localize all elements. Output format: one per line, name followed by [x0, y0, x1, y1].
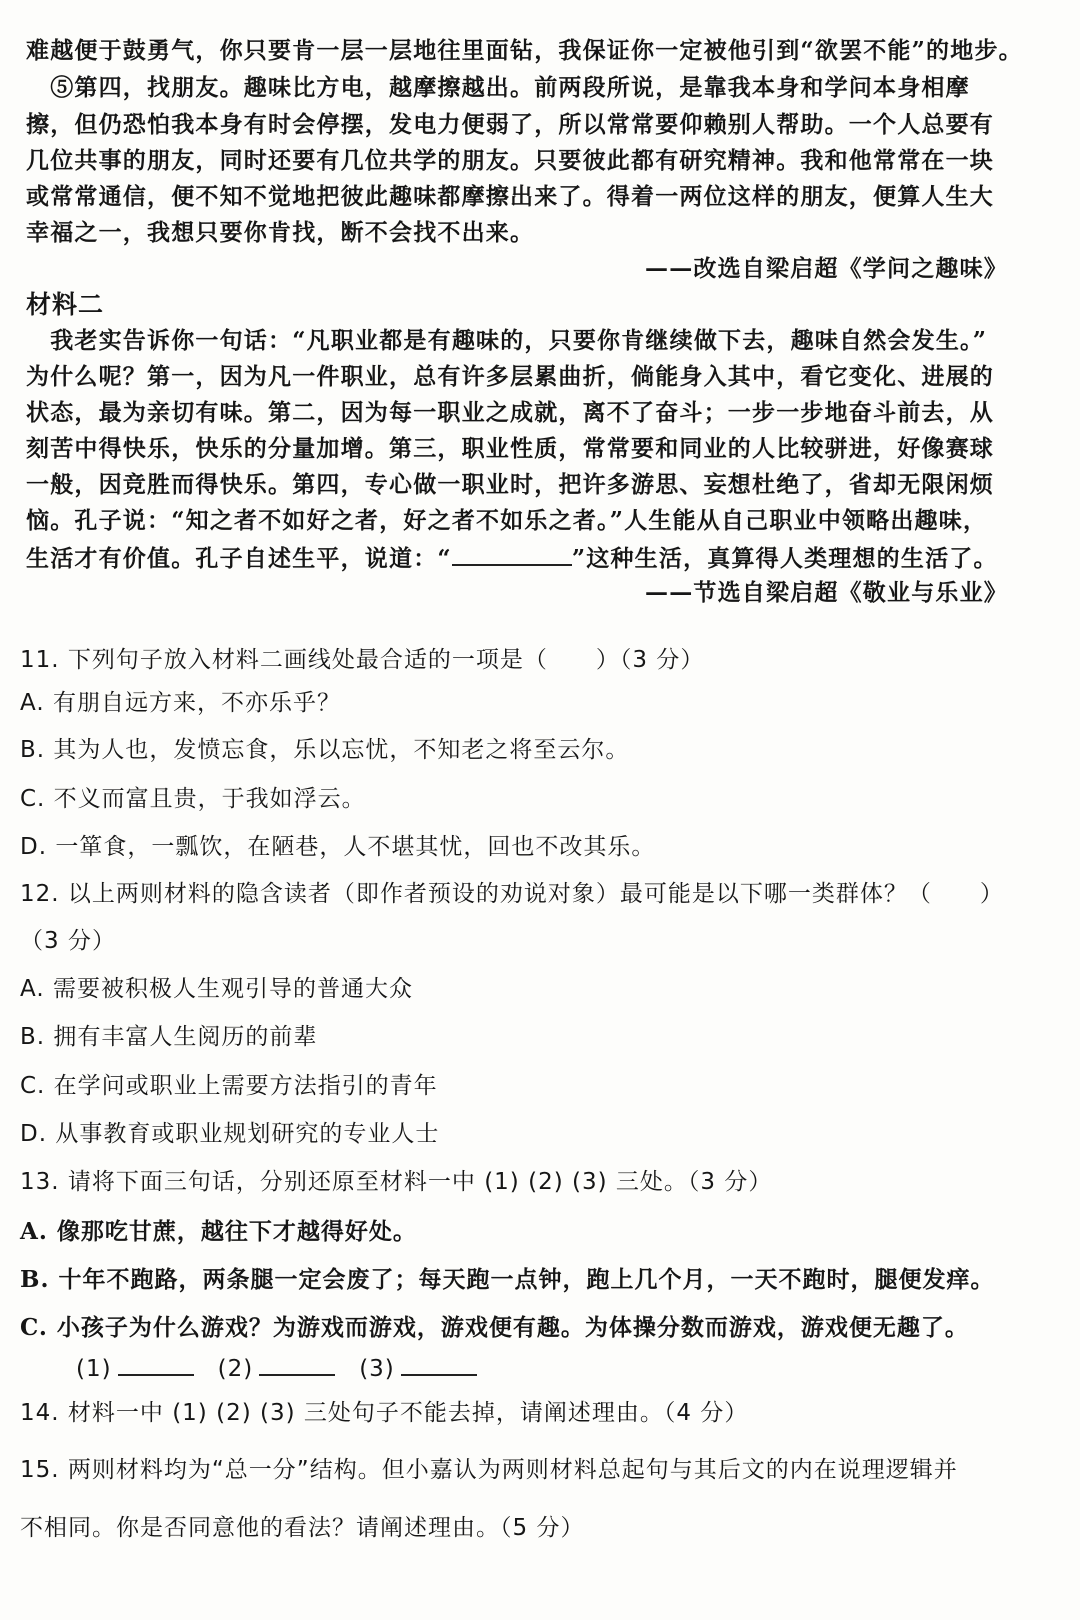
- material2-line-3: 状态，最为亲切有味。第二，因为每一职业之成就，离不了奋斗；一步一步地奋斗前去，从: [26, 399, 994, 426]
- material2-line-6: 恼。孔子说：“知之者不如好之者，好之者不如乐之者。”人生能从自己职业中领略出趣味，: [26, 507, 988, 534]
- q13-option-c: C. 小孩子为什么游戏？为游戏而游戏，游戏便有趣。为体操分数而游戏，游戏便无趣了。: [20, 1314, 969, 1341]
- material1-source: ——改选自梁启超《学问之趣味》: [645, 255, 1008, 282]
- q13-answer-blanks: [76, 1352, 477, 1384]
- material2-line-1: 我老实告诉你一句话：“凡职业都是有趣味的，只要你肯继续做下去，趣味自然会发生。”: [26, 327, 988, 354]
- material2-source: ——节选自梁启超《敬业与乐业》: [645, 579, 1008, 606]
- q11-option-b[interactable]: B. 其为人也，发愤忘食，乐以忘忧，不知老之将至云尔。: [20, 737, 630, 763]
- material2-heading: 材料二: [26, 290, 105, 319]
- q15-line-2: 不相同。你是否同意他的看法？请阐述理由。（5 分）: [20, 1515, 585, 1541]
- material1-line-5: 或常常通信，便不知不觉地把彼此趣味都摩擦出来了。得着一两位这样的朋友，便算人生大: [26, 183, 994, 210]
- material2-line-7-after: ”这种生活，真算得人类理想的生活了。: [571, 545, 998, 572]
- q13-option-b: B. 十年不跑路，两条腿一定会废了；每天跑一点钟，跑上几个月，一天不跑时，腿便发痒。: [20, 1266, 995, 1293]
- q12-stem: 12. 以上两则材料的隐含读者（即作者预设的劝说对象）最可能是以下哪一类群体？（ ）: [20, 881, 1004, 907]
- blank-3-input[interactable]: [401, 1352, 477, 1376]
- q11-option-d[interactable]: D. 一箪食，一瓢饮，在陋巷，人不堪其忧，回也不改其乐。: [20, 834, 656, 860]
- material1-line-3: 擦，但仍恐怕我本身有时会停摆，发电力便弱了，所以常常要仰赖别人帮助。一个人总要有: [26, 111, 994, 138]
- q14-stem: 14. 材料一中 (1) (2) (3) 三处句子不能去掉，请阐述理由。（4 分）: [20, 1400, 749, 1426]
- q15-line-1: 15. 两则材料均为“总一分”结构。但小嘉认为两则材料总起句与其后文的内在说理逻辑并: [20, 1457, 958, 1483]
- q12-option-c[interactable]: C. 在学问或职业上需要方法指引的青年: [20, 1073, 438, 1099]
- material2-line-7-before: 生活才有价值。孔子自述生平，说道：“: [26, 545, 452, 572]
- blank-1-input[interactable]: [118, 1352, 194, 1376]
- material1-line-1: 难越便于鼓勇气，你只要肯一层一层地往里面钻，我保证你一定被他引到“欲罢不能”的地步。: [26, 37, 1023, 64]
- q11-option-c[interactable]: C. 不义而富且贵，于我如浮云。: [20, 786, 366, 812]
- q13-option-a: A. 像那吃甘蔗，越往下才越得好处。: [20, 1218, 417, 1245]
- blank-3-label: (3): [359, 1356, 395, 1382]
- material1-line-2: ⑤第四，找朋友。趣味比方电，越摩擦越出。前两段所说，是靠我本身和学问本身相摩: [26, 74, 970, 101]
- q12-option-a[interactable]: A. 需要被积极人生观引导的普通大众: [20, 976, 413, 1002]
- q12-option-b[interactable]: B. 拥有丰富人生阅历的前辈: [20, 1024, 318, 1050]
- material2-line-2: 为什么呢？第一，因为凡一件职业，总有许多层累曲折，倘能身入其中，看它变化、进展的: [26, 363, 994, 390]
- material2-line-7: [26, 542, 998, 574]
- blank-2-input[interactable]: [259, 1352, 335, 1376]
- quote-blank[interactable]: [452, 542, 572, 566]
- blank-2-label: (2): [217, 1356, 254, 1382]
- material1-line-4: 几位共事的朋友，同时还要有几位共学的朋友。只要彼此都有研究精神。我和他常常在一块: [26, 147, 994, 174]
- q11-stem: 11. 下列句子放入材料二画线处最合适的一项是（ ）（3 分）: [20, 647, 705, 673]
- material1-line-6: 幸福之一，我想只要你肯找，断不会找不出来。: [26, 219, 535, 246]
- q12-option-d[interactable]: D. 从事教育或职业规划研究的专业人士: [20, 1121, 440, 1147]
- q13-stem: 13. 请将下面三句话，分别还原至材料一中 (1) (2) (3) 三处。（3 分）: [20, 1169, 773, 1195]
- blank-1-label: (1): [76, 1356, 112, 1382]
- q12-score: （3 分）: [20, 928, 116, 954]
- q11-option-a[interactable]: A. 有朋自远方来，不亦乐乎？: [20, 690, 341, 716]
- material2-line-4: 刻苦中得快乐，快乐的分量加增。第三，职业性质，常常要和同业的人比较骈进，好像赛球: [26, 435, 994, 462]
- material2-line-5: 一般，因竞胜而得快乐。第四，专心做一职业时，把许多游思、妄想杜绝了，省却无限闲烦: [26, 471, 994, 498]
